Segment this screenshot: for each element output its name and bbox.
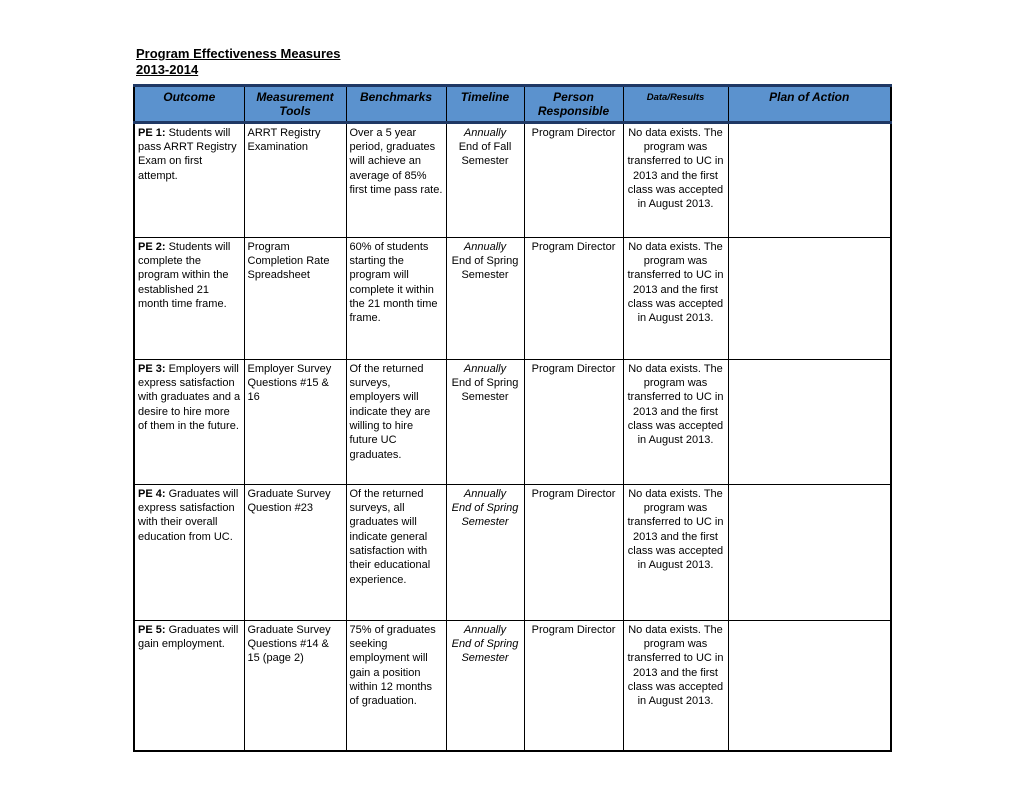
measurement-tools-cell: ARRT Registry Examination	[244, 122, 346, 237]
person-responsible-cell: Program Director	[524, 359, 623, 484]
data-results-cell: No data exists. The program was transferred to UC in 2013 and the first class was accepted in August 2013.	[623, 122, 728, 237]
outcome-text: Graduates will express satisfaction with their overall education from UC.	[138, 487, 239, 543]
measurement-tools-cell: Program Completion Rate Spreadsheet	[244, 237, 346, 359]
person-responsible-cell: Program Director	[524, 237, 623, 359]
data-results-cell: No data exists. The program was transferred to UC in 2013 and the first class was accepted in August 2013.	[623, 484, 728, 620]
outcome-cell	[134, 359, 244, 484]
benchmarks-cell: Over a 5 year period, graduates will achieve an average of 85% first time pass rate.	[346, 122, 446, 237]
timeline-frequency: Annually	[463, 623, 507, 636]
person-responsible-cell: Program Director	[524, 122, 623, 237]
timeline-cell	[446, 484, 524, 620]
benchmarks-cell: 75% of graduates seeking employment will gain a position within 12 months of graduation.	[346, 620, 446, 751]
header-plan-of-action: Plan of Action	[728, 86, 891, 123]
benchmarks-cell: Of the returned surveys, employers will indicate they are willing to hire future UC graduates.	[346, 359, 446, 484]
outcome-label: PE 4:	[138, 487, 169, 500]
plan-of-action-cell	[728, 484, 891, 620]
outcome-text: Graduates will gain employment.	[138, 623, 239, 651]
program-effectiveness-table	[133, 84, 892, 752]
measurement-tools-cell: Graduate Survey Questions #14 & 15 (page 2)	[244, 620, 346, 751]
plan-of-action-cell	[728, 237, 891, 359]
outcome-text: Students will pass ARRT Registry Exam on first attempt.	[138, 126, 237, 182]
timeline-frequency: Annually	[463, 487, 507, 500]
timeline-detail: End of Spring Semester	[451, 638, 519, 665]
header-benchmarks: Benchmarks	[346, 86, 446, 123]
timeline-frequency: Annually	[463, 240, 507, 253]
table-row-pe4	[134, 484, 891, 620]
benchmarks-cell: 60% of students starting the program will complete it within the 21 month time frame.	[346, 237, 446, 359]
plan-of-action-cell	[728, 620, 891, 751]
outcome-label: PE 3:	[138, 362, 169, 375]
timeline-cell	[446, 359, 524, 484]
outcome-cell	[134, 484, 244, 620]
person-responsible-cell: Program Director	[524, 484, 623, 620]
timeline-frequency: Annually	[463, 126, 507, 139]
header-outcome: Outcome	[134, 86, 244, 123]
timeline-detail: End of Spring Semester	[451, 502, 519, 529]
timeline-detail: End of Fall Semester	[458, 141, 512, 168]
table-row-pe1	[134, 122, 891, 237]
header-measurement-tools: Measurement Tools	[244, 86, 346, 123]
header-person-responsible: Person Responsible	[524, 86, 623, 123]
page-subtitle: 2013-2014	[136, 62, 199, 78]
timeline-cell	[446, 237, 524, 359]
outcome-text: Employers will express satisfaction with graduates and a desire to hire more of them in the future.	[138, 362, 241, 432]
table-row-pe2	[134, 237, 891, 359]
outcome-cell	[134, 122, 244, 237]
timeline-cell	[446, 620, 524, 751]
data-results-cell: No data exists. The program was transferred to UC in 2013 and the first class was accepted in August 2013.	[623, 237, 728, 359]
timeline-detail: End of Spring Semester	[451, 377, 519, 404]
page-title: Program Effectiveness Measures	[136, 46, 341, 61]
data-results-cell: No data exists. The program was transferred to UC in 2013 and the first class was accepted in August 2013.	[623, 359, 728, 484]
timeline-frequency: Annually	[463, 362, 507, 375]
document-title-block	[136, 46, 340, 79]
table-header-row	[134, 86, 891, 123]
outcome-label: PE 2:	[138, 240, 169, 253]
timeline-cell	[446, 122, 524, 237]
timeline-detail: End of Spring Semester	[451, 255, 519, 282]
measurement-tools-cell: Graduate Survey Question #23	[244, 484, 346, 620]
plan-of-action-cell	[728, 359, 891, 484]
measurement-tools-cell: Employer Survey Questions #15 & 16	[244, 359, 346, 484]
table-row-pe5	[134, 620, 891, 751]
outcome-label: PE 5:	[138, 623, 169, 636]
data-results-cell: No data exists. The program was transferred to UC in 2013 and the first class was accepted in August 2013.	[623, 620, 728, 751]
outcome-text: Students will complete the program within the established 21 month time frame.	[138, 240, 231, 310]
header-data-results: Data/Results	[623, 86, 728, 123]
header-timeline: Timeline	[446, 86, 524, 123]
outcome-cell	[134, 620, 244, 751]
plan-of-action-cell	[728, 122, 891, 237]
outcome-cell	[134, 237, 244, 359]
person-responsible-cell: Program Director	[524, 620, 623, 751]
benchmarks-cell: Of the returned surveys, all graduates will indicate general satisfaction with their educational experience.	[346, 484, 446, 620]
table-row-pe3	[134, 359, 891, 484]
outcome-label: PE 1:	[138, 126, 169, 139]
